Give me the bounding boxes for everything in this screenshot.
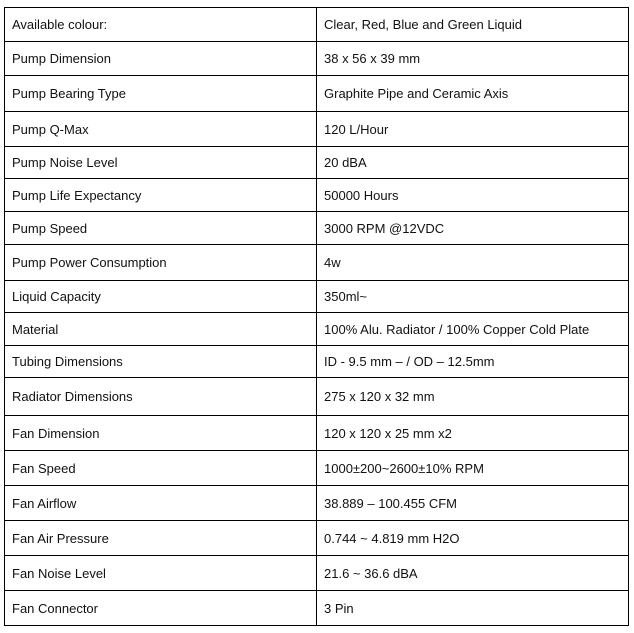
spec-label: Fan Airflow: [5, 486, 317, 521]
table-row: [5, 179, 629, 212]
table-row: [5, 451, 629, 486]
table-row: [5, 42, 629, 76]
spec-label: Pump Q-Max: [5, 112, 317, 147]
spec-value: 21.6 ~ 36.6 dBA: [317, 556, 629, 591]
spec-label: Radiator Dimensions: [5, 378, 317, 416]
spec-value: Clear, Red, Blue and Green Liquid: [317, 8, 629, 42]
table-row: [5, 591, 629, 626]
spec-value: 350ml~: [317, 281, 629, 313]
spec-label: Pump Dimension: [5, 42, 317, 76]
spec-value: 120 x 120 x 25 mm x2: [317, 416, 629, 451]
spec-label: Fan Connector: [5, 591, 317, 626]
spec-value: 120 L/Hour: [317, 112, 629, 147]
table-row: [5, 313, 629, 346]
spec-value: Graphite Pipe and Ceramic Axis: [317, 76, 629, 112]
spec-label: Tubing Dimensions: [5, 346, 317, 378]
spec-value: 1000±200~2600±10% RPM: [317, 451, 629, 486]
spec-value: 275 x 120 x 32 mm: [317, 378, 629, 416]
spec-table: [4, 7, 629, 626]
table-row: [5, 212, 629, 245]
spec-label: Fan Air Pressure: [5, 521, 317, 556]
spec-value: 4w: [317, 245, 629, 281]
spec-value: 3 Pin: [317, 591, 629, 626]
table-row: [5, 378, 629, 416]
spec-label: Pump Noise Level: [5, 147, 317, 179]
table-row: [5, 486, 629, 521]
spec-value: 20 dBA: [317, 147, 629, 179]
spec-value: 38 x 56 x 39 mm: [317, 42, 629, 76]
table-row: [5, 416, 629, 451]
table-row: [5, 76, 629, 112]
spec-label: Fan Dimension: [5, 416, 317, 451]
table-row: [5, 346, 629, 378]
spec-label: Material: [5, 313, 317, 346]
spec-label: Pump Power Consumption: [5, 245, 317, 281]
table-row: [5, 112, 629, 147]
spec-label: Pump Speed: [5, 212, 317, 245]
spec-value: 50000 Hours: [317, 179, 629, 212]
table-row: [5, 245, 629, 281]
spec-label: Pump Bearing Type: [5, 76, 317, 112]
spec-label: Fan Noise Level: [5, 556, 317, 591]
table-row: [5, 521, 629, 556]
spec-label: Available colour:: [5, 8, 317, 42]
table-row: [5, 556, 629, 591]
table-row: [5, 147, 629, 179]
spec-value: ID - 9.5 mm – / OD – 12.5mm: [317, 346, 629, 378]
spec-value: 3000 RPM @12VDC: [317, 212, 629, 245]
spec-label: Liquid Capacity: [5, 281, 317, 313]
spec-value: 100% Alu. Radiator / 100% Copper Cold Plate: [317, 313, 629, 346]
spec-value: 0.744 ~ 4.819 mm H2O: [317, 521, 629, 556]
spec-label: Pump Life Expectancy: [5, 179, 317, 212]
spec-label: Fan Speed: [5, 451, 317, 486]
spec-value: 38.889 – 100.455 CFM: [317, 486, 629, 521]
table-row: [5, 281, 629, 313]
table-row: [5, 8, 629, 42]
